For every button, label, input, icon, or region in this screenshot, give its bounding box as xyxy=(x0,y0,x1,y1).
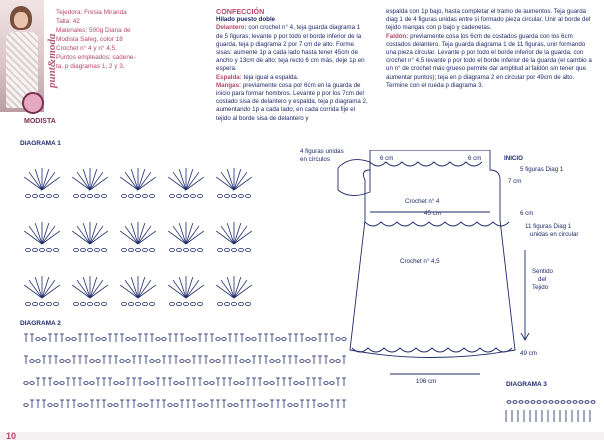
schematic-label: 6 cm xyxy=(520,210,534,217)
instructions-subtitle: Hilado puesto doble xyxy=(216,16,276,24)
paragraph xyxy=(216,82,368,123)
body-outline xyxy=(350,150,515,358)
paragraph-heading: Espalda: xyxy=(216,73,242,81)
diagram-3-chart xyxy=(500,388,600,428)
spec-line: Talla: 42 xyxy=(56,18,80,25)
paragraph-text: con crochet n° 4, teja guarda diagrama 1 de 5 figuras; levante p por todo el borde inferior de la guarda, teja p diagrama 2 por 7 cm de alto. Forme sisas: aumente 1p a cada lado hasta tener 45cm de ancho y 13cm de alto; teja recto 6 cm más, deje 1p en espera. xyxy=(216,24,365,73)
schematic-label: INICIO xyxy=(504,155,523,162)
paragraph-text: teja igual a espalda. xyxy=(241,73,299,81)
paragraph-text: previamente cosa los 6cm de costados guarda con los 6cm costados delantero. Teja guarda diagrama 1 de 11 figuras, unir formando una pieza circular. Levante p por todo el borde inferior de la guarda, con crochet n° 4,5 levante p por todo el borde inferior de la guarda (el cambio a un n° de crochet más grueso permite dar amplitud al faldón sin tener que aumentar puntos); teja en p diagrama 2 en circular por 49cm de alto. Termine con el rueda p diagrama 3. xyxy=(386,32,592,89)
schematic-label: 5 figuras Diag 1 xyxy=(520,166,564,173)
diagram-1-chart xyxy=(20,148,264,318)
schematic-label: 106 cm xyxy=(416,378,437,385)
paragraph-text: espalda con 1p bajo, hasta completar el tramo de aumentos. Teja guarda diag 1 de 4 figuras unidas entre sí formado pieza circular. Unir al borde del tejido mangas con p bajo y cadenetas. xyxy=(386,8,591,32)
diagram-2-chart xyxy=(20,328,350,424)
garment-schematic xyxy=(330,150,530,390)
schematic-label: del xyxy=(538,276,547,283)
schematic-label: Crochet n° 4,5 xyxy=(400,258,440,265)
schematic-label: unidas en circular xyxy=(530,231,579,238)
spec-line: ta, p diagramas 1, 2 y 3. xyxy=(56,63,125,70)
spec-line: Crochet n° 4 y n° 4,5. xyxy=(56,45,117,52)
scallop-top xyxy=(370,162,482,166)
instructions-title: CONFECCIÓN xyxy=(216,7,265,16)
schematic-label: 6 cm xyxy=(380,155,394,162)
paragraph-heading: Faldón: xyxy=(386,32,409,40)
paragraph-heading: Mangas: xyxy=(216,81,242,89)
instructions-column-2 xyxy=(386,8,596,90)
schematic-label: 7 cm xyxy=(508,178,522,185)
schematic-label: Tejido xyxy=(532,284,549,291)
schematic-label: 49 cm xyxy=(520,350,537,357)
diagram-2-title: DIAGRAMA 2 xyxy=(20,320,61,327)
scallop-mid xyxy=(365,222,509,226)
schematic-label: en círculos xyxy=(300,156,330,163)
paragraph-text: previamente cosa por 6cm en la guarda de inicio para formar hombros. Levante p por los 7cm del costado sisa de delantero y espalda, teja p diagrama 2, aumentando 1p a cada lado; en cada corrida fije el tejido al borde sisa de delantero y xyxy=(216,81,368,122)
modista-logo-icon xyxy=(22,92,44,114)
spec-line: Tejedora: Fresia Miranda xyxy=(56,9,127,16)
brand-logo-text: punt&moda xyxy=(46,33,58,88)
spec-line: Materiales: 500g Diana de xyxy=(56,27,131,34)
schematic-label: 11 figuras Diag 1 xyxy=(525,223,572,230)
schematic-label: 4 figuras unidas xyxy=(300,148,344,155)
footer-strip xyxy=(0,432,604,440)
paragraph-heading: Delantero: xyxy=(216,24,247,32)
diagram-3-title: DIAGRAMA 3 xyxy=(506,381,547,388)
schematic-label: 45 cm xyxy=(424,210,441,217)
paragraph xyxy=(216,24,368,73)
schematic-label: Sentido xyxy=(532,268,553,275)
scallop-bottom xyxy=(352,348,512,352)
spec-line: Modista Saleg, color 18 xyxy=(56,36,123,43)
paragraph xyxy=(216,74,368,82)
spec-line: Puntos empleados: cadene- xyxy=(56,54,136,61)
schematic-label: Crochet n° 4 xyxy=(405,198,440,205)
specs-list xyxy=(56,8,206,71)
page-number: 10 xyxy=(6,431,17,441)
diagram-1-title: DIAGRAMA 1 xyxy=(20,140,61,147)
modista-logo-text: MODISTA xyxy=(24,118,56,125)
instructions-column-1 xyxy=(216,8,368,123)
schematic-label: 6 cm xyxy=(468,155,482,162)
paragraph xyxy=(386,8,596,33)
paragraph xyxy=(386,33,596,90)
